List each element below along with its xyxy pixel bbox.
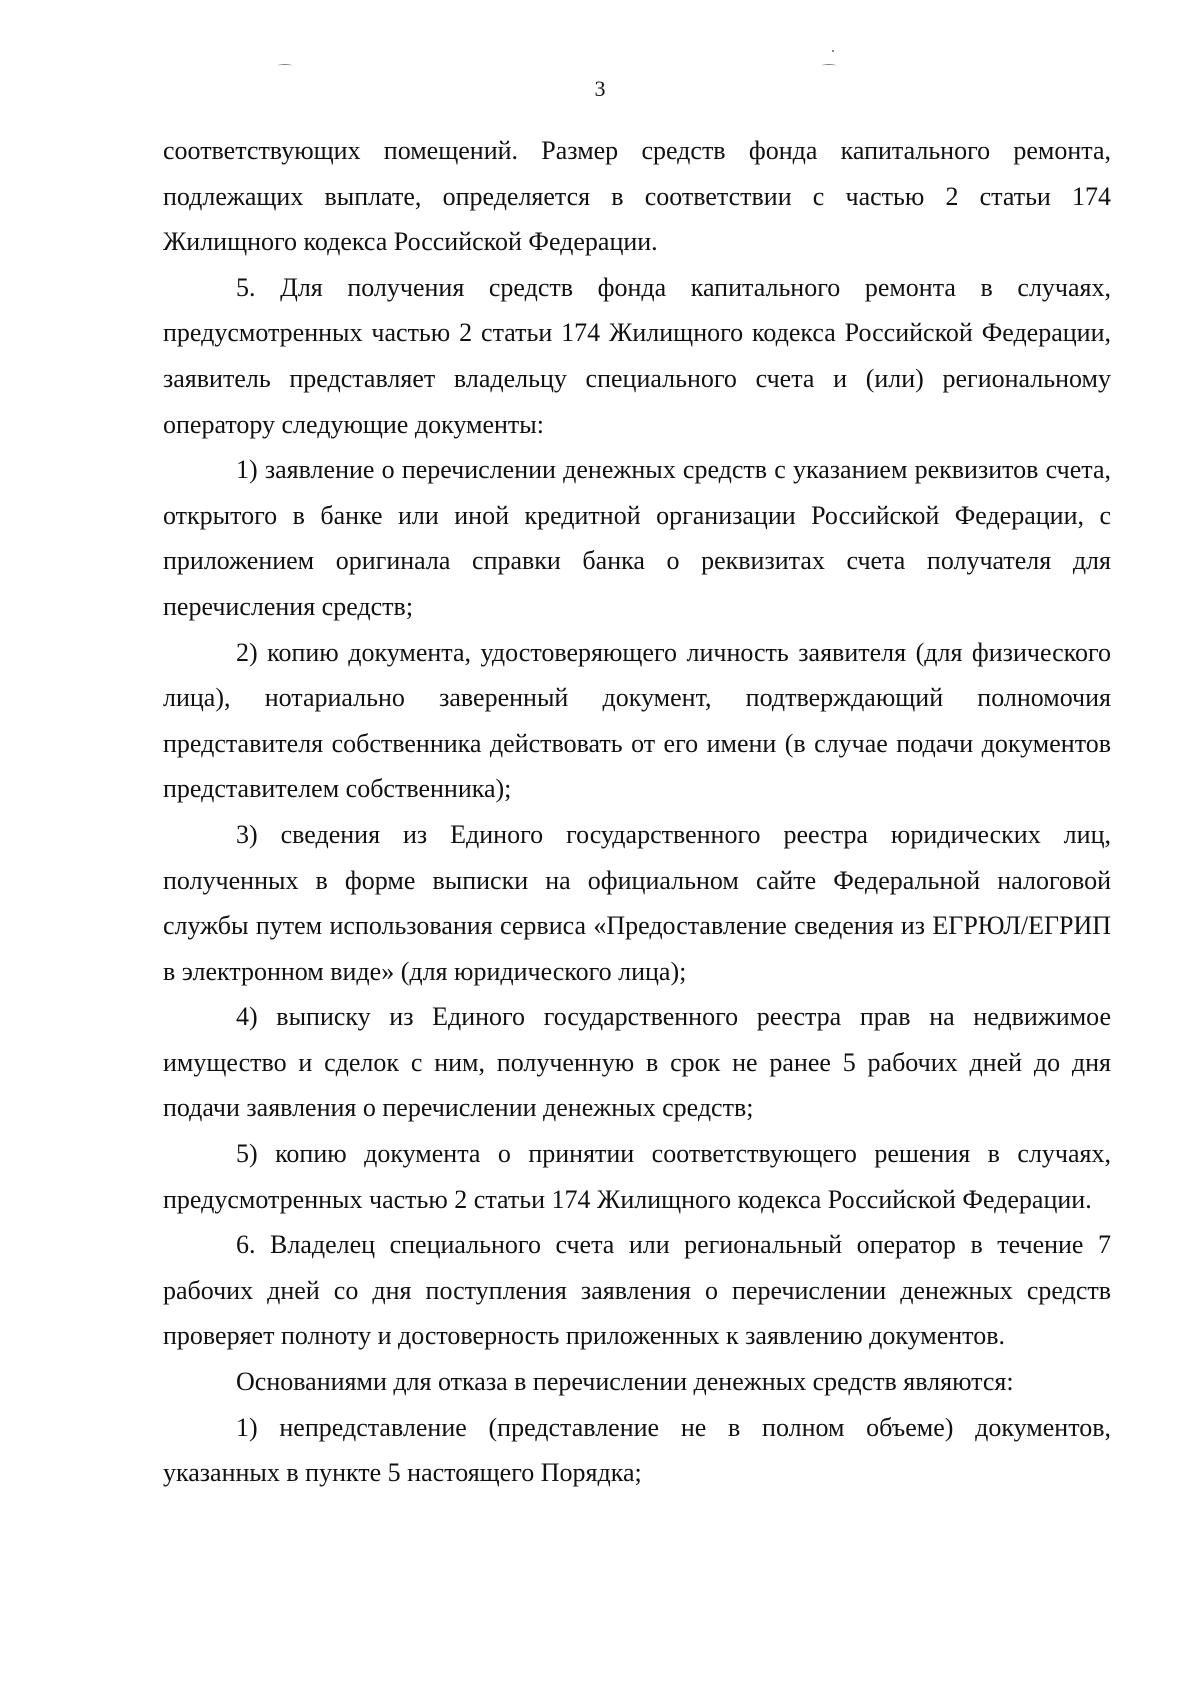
page-number: 3 — [594, 76, 606, 101]
paragraph-item-5: 5. Для получения средств фонда капитального ремонта в случаях, предусмотренных частью 2 статьи 174 Жилищного кодекса Российской Федерации, заявитель представляет владельцу специального счета и (или) региональному оператору следующие документы: — [163, 272, 1111, 439]
scan-mark-right — [822, 64, 836, 67]
paragraph-subitem-3: 3) сведения из Единого государственного реестра юридических лиц, полученных в форме выписки на официальном сайте Федеральной налоговой службы путем использования сервиса «Предоставление сведения из ЕГРЮЛ/ЕГРИП в электронном виде» (для юридического лица); — [163, 819, 1111, 986]
paragraph-refusal-grounds: Основаниями для отказа в перечислении денежных средств являются: — [236, 1367, 1014, 1397]
document-body — [163, 128, 1111, 1496]
paragraph-continuation: соответствующих помещений. Размер средств фонда капитального ремонта, подлежащих выплате, определяется в соответствии с частью 2 статьи 174 Жилищного кодекса Российской Федерации. — [163, 136, 1111, 257]
paragraph-refusal-subitem-1: 1) непредставление (представление не в полном объеме) документов, указанных в пункте 5 настоящего Порядка; — [163, 1412, 1111, 1488]
paragraph-subitem-4: 4) выписку из Единого государственного реестра прав на недвижимое имущество и сделок с ним, полученную в срок не ранее 5 рабочих дней до дня подачи заявления о перечислении денежных средств; — [163, 1002, 1111, 1123]
paragraph-subitem-1: 1) заявление о перечислении денежных средств с указанием реквизитов счета, открытого в банке или иной кредитной организации Российской Федерации, с приложением оригинала справки банка о реквизитах счета получателя для перечисления средств; — [163, 455, 1111, 621]
paragraph-subitem-2: 2) копию документа, удостоверяющего личность заявителя (для физического лица), нотариально заверенный документ, подтверждающий полномочия представителя собственника действовать от его имени (в случае подачи документов представителем собственника); — [163, 637, 1111, 804]
scan-mark-left — [278, 64, 292, 67]
paragraph-subitem-5: 5) копию документа о принятии соответствующего решения в случаях, предусмотренных частью 2 статьи 174 Жилищного кодекса Российской Федерации. — [163, 1139, 1111, 1214]
paragraph-item-6: 6. Владелец специального счета или региональный оператор в течение 7 рабочих дней со дня поступления заявления о перечислении денежных средств проверяет полноту и достоверность приложенных к заявлению документов. — [163, 1230, 1111, 1351]
scan-mark-dot — [832, 50, 834, 52]
